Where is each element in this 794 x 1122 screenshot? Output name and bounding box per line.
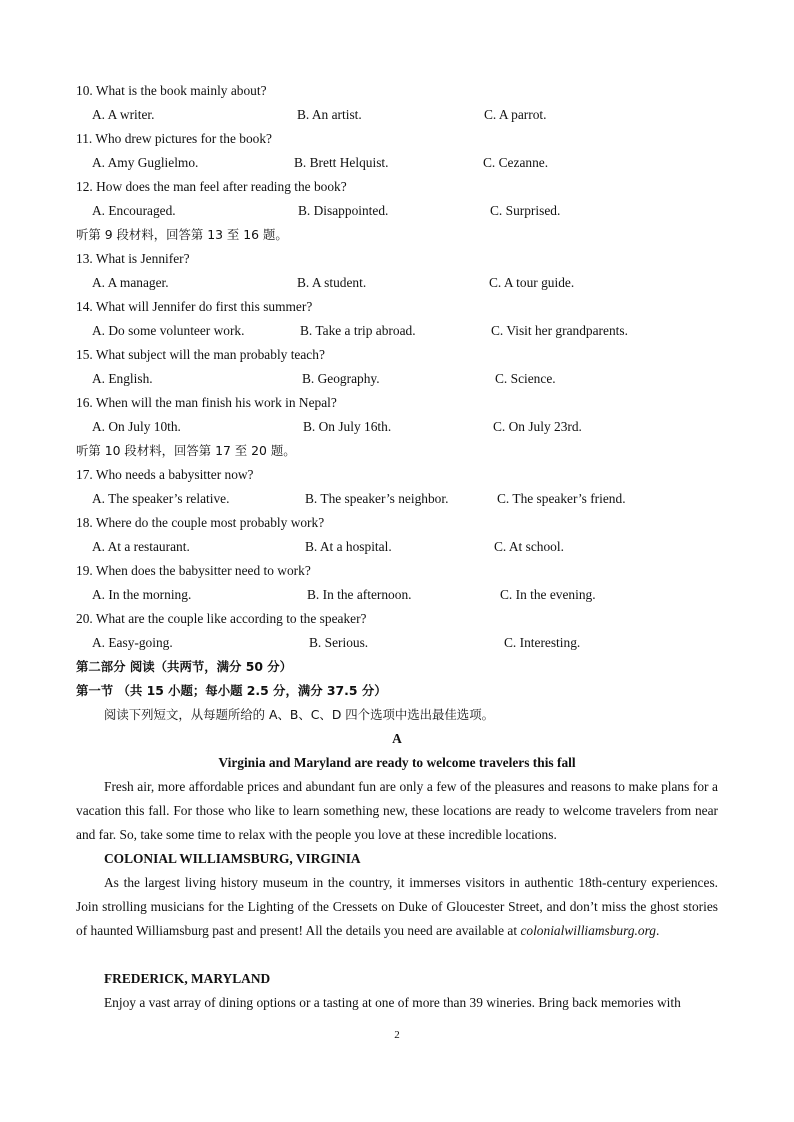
question-12: 12. How does the man feel after reading the book? [76, 179, 347, 194]
option-b: B. In the afternoon. [307, 587, 412, 602]
passage-title: Virginia and Maryland are ready to welcome travelers this fall [218, 755, 576, 770]
question-15-options [92, 371, 732, 387]
option-c: C. Cezanne. [483, 155, 549, 170]
option-a: A. A manager. [92, 275, 169, 290]
location-1-paragraph [76, 871, 718, 943]
option-c: C. On July 23rd. [493, 419, 582, 434]
option-a: A. English. [92, 371, 153, 386]
option-c: C. In the evening. [500, 587, 596, 602]
option-a: A. In the morning. [92, 587, 192, 602]
option-a: A. A writer. [92, 107, 155, 122]
location-1-link-end: . [655, 923, 660, 938]
option-a: A. Amy Guglielmo. [92, 155, 199, 170]
option-a: A. At a restaurant. [92, 539, 190, 554]
option-b: B. An artist. [297, 107, 362, 122]
option-a: A. The speaker’s relative. [92, 491, 230, 506]
location-2-paragraph: Enjoy a vast array of dining options or a tasting at one of more than 39 wineries. Bring back memories with [104, 995, 681, 1010]
question-14-options [92, 323, 732, 339]
option-b: B. The speaker’s neighbor. [305, 491, 449, 506]
option-b: B. Disappointed. [298, 203, 389, 218]
option-b: B. Brett Helquist. [294, 155, 389, 170]
location-1-heading: COLONIAL WILLIAMSBURG, VIRGINIA [104, 851, 361, 866]
option-b: B. Geography. [302, 371, 380, 386]
section-10-instruction: 听第 10 段材料，回答第 17 至 20 题。 [76, 443, 296, 458]
question-16-options [92, 419, 732, 435]
question-11-options [92, 155, 732, 171]
section-1-heading: 第一节 （共 15 小题；每小题 2.5 分，满分 37.5 分） [76, 683, 387, 698]
question-19: 19. When does the babysitter need to work? [76, 563, 311, 578]
option-c: C. Interesting. [504, 635, 581, 650]
part-2-heading: 第二部分 阅读（共两节，满分 50 分） [76, 659, 293, 674]
question-10: 10. What is the book mainly about? [76, 83, 267, 98]
question-17: 17. Who needs a babysitter now? [76, 467, 254, 482]
section-9-instruction: 听第 9 段材料，回答第 13 至 16 题。 [76, 227, 288, 242]
question-20-options [92, 635, 732, 651]
option-c: C. Science. [495, 371, 556, 386]
option-a: A. Easy-going. [92, 635, 173, 650]
question-18: 18. Where do the couple most probably work? [76, 515, 325, 530]
option-c: C. A tour guide. [489, 275, 575, 290]
option-c: C. Visit her grandparents. [491, 323, 628, 338]
question-19-options [92, 587, 732, 603]
option-c: C. Surprised. [490, 203, 561, 218]
option-b: B. A student. [297, 275, 367, 290]
location-2-heading: FREDERICK, MARYLAND [104, 971, 271, 986]
option-a: A. On July 10th. [92, 419, 181, 434]
option-b: B. At a hospital. [305, 539, 392, 554]
passage-letter: A [392, 731, 402, 746]
question-13: 13. What is Jennifer? [76, 251, 190, 266]
question-15: 15. What subject will the man probably teach? [76, 347, 325, 362]
option-c: C. At school. [494, 539, 564, 554]
question-18-options [92, 539, 732, 555]
question-10-options [92, 107, 732, 123]
option-b: B. Take a trip abroad. [300, 323, 416, 338]
option-a: A. Encouraged. [92, 203, 176, 218]
reading-instruction: 阅读下列短文，从每题所给的 A、B、C、D 四个选项中选出最佳选项。 [104, 707, 494, 722]
question-16: 16. When will the man finish his work in Nepal? [76, 395, 337, 410]
location-1-link[interactable]: colonialwilliamsburg.org [520, 923, 656, 938]
option-a: A. Do some volunteer work. [92, 323, 245, 338]
page-number: 2 [394, 1029, 400, 1041]
option-c: C. A parrot. [484, 107, 547, 122]
option-c: C. The speaker’s friend. [497, 491, 626, 506]
question-12-options [92, 203, 732, 219]
intro-paragraph: Fresh air, more affordable prices and abundant fun are only a few of the pleasures and reasons to make plans for a vacation this fall. For those who like to learn something new, these locations are ready to welcome travelers from near and far. So, take some time to relax with the people you love at these incredible locations. [76, 779, 718, 842]
question-13-options [92, 275, 732, 291]
location-1-text: As the largest living history museum in the country, it immerses visitors in authentic 18th-century experiences. Join strolling musicians for the Lighting of the Cressets on Duke of Gloucester Street, and don’t miss the ghost stories of haunted Williamsburg past and present! All the details you need are available at [76, 875, 718, 938]
question-11: 11. Who drew pictures for the book? [76, 131, 272, 146]
option-b: B. On July 16th. [303, 419, 392, 434]
option-b: B. Serious. [309, 635, 369, 650]
question-14: 14. What will Jennifer do first this summer? [76, 299, 313, 314]
question-17-options [92, 491, 732, 507]
question-20: 20. What are the couple like according to the speaker? [76, 611, 367, 626]
